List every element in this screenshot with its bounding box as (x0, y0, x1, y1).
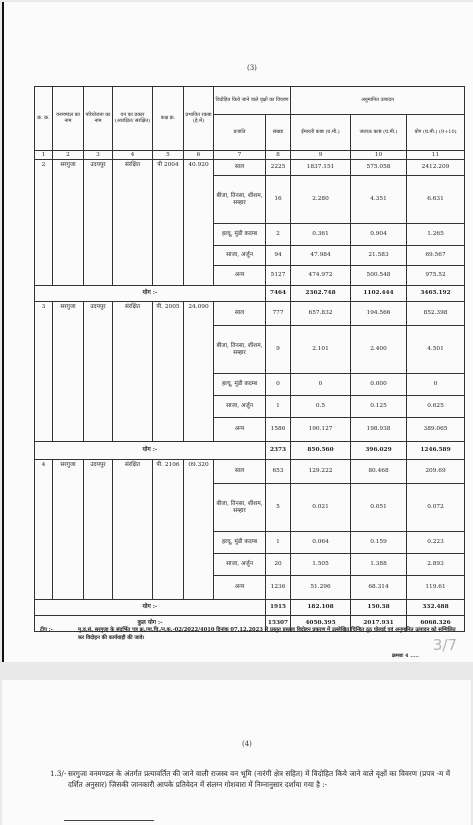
cell-count: 0 (266, 374, 291, 396)
cell-timber: 0 (291, 374, 351, 396)
grand-total-count: 15307 (266, 616, 291, 632)
cell-species: हल्दू, मुंडी कदम्ब (214, 532, 266, 554)
cell-species: अन्य (214, 576, 266, 600)
cell-compartment: पी 2004 (153, 160, 184, 286)
header-trees-group: विदोहित किये जाने वाले वृक्षों का विवरण (214, 87, 291, 115)
cell-timber: 1.505 (291, 554, 351, 576)
cell-species: हल्दू, मुंडी कदम्ब (214, 374, 266, 396)
header-row-1 (35, 87, 465, 115)
cell-total: 0.072 (407, 484, 465, 532)
cell-forest-type: संरक्षित (113, 460, 153, 600)
cell-area: 24.090 (184, 302, 214, 442)
cell-species: अन्य (214, 266, 266, 286)
column-number: 2 (53, 151, 84, 160)
grand-total-label: कुल योग :- (35, 616, 266, 632)
column-number: 1 (35, 151, 53, 160)
cell-species: बीजा, तिनसा, शीशम, सम्हार (214, 176, 266, 224)
column-number: 4 (113, 151, 153, 160)
cell-sn: 3 (35, 302, 53, 442)
cell-species: साल (214, 160, 266, 176)
cell-species: अन्य (214, 418, 266, 442)
table-row (35, 460, 465, 484)
cell-total: 119.61 (407, 576, 465, 600)
column-number: 8 (266, 151, 291, 160)
page-indicator-bottom: 3/7 (432, 636, 457, 654)
cell-total: 4.501 (407, 326, 465, 374)
signature-underline (64, 820, 154, 821)
cell-count: 1 (266, 396, 291, 418)
cell-timber: 474.972 (291, 266, 351, 286)
cell-timber: 47.984 (291, 246, 351, 266)
column-number: 7 (214, 151, 266, 160)
cell-circle: सरगुजा (53, 302, 84, 442)
subtotal-count: 7464 (266, 286, 291, 302)
cell-species: साजा, अर्जुन (214, 246, 266, 266)
subtotal-timber: 850.560 (291, 442, 351, 460)
cell-timber: 129.222 (291, 460, 351, 484)
column-number-row (35, 151, 465, 160)
header-sn: क्र. क्र. (35, 87, 53, 151)
cell-timber: 0.5 (291, 396, 351, 418)
cell-count: 2225 (266, 160, 291, 176)
cell-count: 9 (266, 326, 291, 374)
cell-fuelwood: 0.904 (351, 224, 407, 246)
cell-forest-type: संरक्षित (113, 160, 153, 286)
cell-fuelwood: 1.388 (351, 554, 407, 576)
header-project: परियोजना का नाम (84, 87, 113, 151)
paragraph-1-3 (50, 768, 450, 790)
cell-fuelwood: 80.468 (351, 460, 407, 484)
header-estimated-group: अनुमानित उत्पादन (291, 87, 465, 115)
cell-compartment: पी. 2005 (153, 302, 184, 442)
cell-fuelwood: 0.125 (351, 396, 407, 418)
header-timber: ईमारती काष्ठ (घ.मी.) (291, 115, 351, 151)
header-fuelwood: जलाऊ काष्ठ (घ.मी.) (351, 115, 407, 151)
cell-total: 389.065 (407, 418, 465, 442)
subtotal-fuelwood: 150.38 (351, 600, 407, 616)
header-area: प्रभावित रकबा (हे.में) (184, 87, 214, 151)
cell-species: बीजा, तिनसा, शीशम, सम्हार (214, 326, 266, 374)
cell-count: 94 (266, 246, 291, 266)
subtotal-label: योग :- (35, 442, 266, 460)
subtotal-row (35, 600, 465, 616)
cell-species: बीजा, तिनसा, शीशम, सम्हार (214, 484, 266, 532)
cell-total: 2412.209 (407, 160, 465, 176)
header-compartment: कक्ष क्र. (153, 87, 184, 151)
cell-total: 1.265 (407, 224, 465, 246)
cell-circle: सरगुजा (53, 160, 84, 286)
cell-timber: 657.832 (291, 302, 351, 326)
column-number: 9 (291, 151, 351, 160)
cell-fuelwood: 198.938 (351, 418, 407, 442)
continued-marker: क्रमशः 4 ..... (392, 653, 419, 659)
cell-total: 0.223 (407, 532, 465, 554)
cell-project: उदयपुर (84, 302, 113, 442)
cell-count: 5127 (266, 266, 291, 286)
column-number: 6 (184, 151, 214, 160)
cell-fuelwood: 4.351 (351, 176, 407, 224)
cell-fuelwood: 68.314 (351, 576, 407, 600)
cell-fuelwood: 0.051 (351, 484, 407, 532)
subtotal-timber: 182.108 (291, 600, 351, 616)
cell-species: साजा, अर्जुन (214, 396, 266, 418)
subtotal-row (35, 442, 465, 460)
cell-count: 1586 (266, 418, 291, 442)
cell-timber: 190.127 (291, 418, 351, 442)
cell-total: 852.398 (407, 302, 465, 326)
cell-count: 20 (266, 554, 291, 576)
note-label: टीप :- (40, 627, 53, 633)
subtotal-label: योग :- (35, 600, 266, 616)
subtotal-total: 1246.589 (407, 442, 465, 460)
subtotal-row (35, 286, 465, 302)
table-row (35, 302, 465, 326)
cell-timber: 0.361 (291, 224, 351, 246)
cell-total: 0 (407, 374, 465, 396)
page-number: (3) (247, 64, 257, 72)
cell-fuelwood: 194.566 (351, 302, 407, 326)
subtotal-label: योग :- (35, 286, 266, 302)
header-species: प्रजाति (214, 115, 266, 151)
header-circle: वनमण्डल का नाम (53, 87, 84, 151)
cell-fuelwood: 0.000 (351, 374, 407, 396)
cell-total: 209.69 (407, 460, 465, 484)
cell-project: उदयपुर (84, 460, 113, 600)
column-number: 3 (84, 151, 113, 160)
cell-circle: सरगुजा (53, 460, 84, 600)
felling-table (34, 86, 465, 632)
cell-count: 5 (266, 484, 291, 532)
page-number-2: (4) (242, 740, 252, 748)
cell-timber: 2.280 (291, 176, 351, 224)
table-row (35, 160, 465, 176)
cell-species: साल (214, 460, 266, 484)
subtotal-total: 3465.192 (407, 286, 465, 302)
note-text: मु.व.सं. सरगुजा के संदर्भित पत्र क्र./मा.चि./न.क.-02/2022/4010 दिनांक 07.12.2023 से प्रस्तुत प्रस्ताव विदोहन प्रकरण में उल्लेखित चिन्हित ठूठ घोलाई एवं अनुमानित उत्पादन को सम्मिलित कर विदोहन की कार्यवाही की जावे। (78, 627, 456, 642)
subtotal-fuelwood: 1102.444 (351, 286, 407, 302)
cell-forest-type: संरक्षित (113, 302, 153, 442)
header-total: योग (घ.मी.) (9+10) (407, 115, 465, 151)
footnote (40, 626, 460, 643)
subtotal-total: 332.488 (407, 600, 465, 616)
cell-fuelwood: 2.400 (351, 326, 407, 374)
cell-timber: 51.296 (291, 576, 351, 600)
cell-sn: 4 (35, 460, 53, 600)
cell-area: 09.320 (184, 460, 214, 600)
cell-count: 16 (266, 176, 291, 224)
cell-timber: 2.101 (291, 326, 351, 374)
cell-timber: 1837.151 (291, 160, 351, 176)
grand-total-total: 6068.326 (407, 616, 465, 632)
cell-project: उदयपुर (84, 160, 113, 286)
header-count: संख्या (266, 115, 291, 151)
column-number: 11 (407, 151, 465, 160)
paragraph-text: सरगुजा वनमण्डल के अंतर्गत प्रत्यावर्तित की जाने वाली राजस्व वन भूमि (नारंगी क्षेत्र सहित) में विदोहित किये जाने वाले वृक्षों का विवरण (प्रपत्र -म में दर्शित अनुसार) जिसकी जानकारी आपके प्रतिवेदन में संलग्न गोशवारा में निम्नानुसार दर्शाया गया है :- (68, 769, 450, 790)
subtotal-count: 1915 (266, 600, 291, 616)
header-forest-type: वन का प्रकार (आरक्षित/ संरक्षित) (113, 87, 153, 151)
document-page-3 (2, 2, 473, 662)
subtotal-timber: 2362.748 (291, 286, 351, 302)
cell-total: 69.567 (407, 246, 465, 266)
cell-count: 653 (266, 460, 291, 484)
cell-area: 40.920 (184, 160, 214, 286)
cell-count: 777 (266, 302, 291, 326)
cell-total: 0.625 (407, 396, 465, 418)
cell-compartment: पी. 2106 (153, 460, 184, 600)
cell-count: 2 (266, 224, 291, 246)
cell-timber: 0.064 (291, 532, 351, 554)
cell-fuelwood: 21.583 (351, 246, 407, 266)
cell-species: साजा, अर्जुन (214, 554, 266, 576)
grand-total-fuelwood: 2017.931 (351, 616, 407, 632)
cell-count: 1236 (266, 576, 291, 600)
subtotal-count: 2373 (266, 442, 291, 460)
grand-total-timber: 4050.395 (291, 616, 351, 632)
cell-total: 2.893 (407, 554, 465, 576)
cell-count: 1 (266, 532, 291, 554)
paragraph-number: 1.3/- (50, 769, 67, 778)
cell-species: हल्दू, मुंडी कदम्ब (214, 224, 266, 246)
cell-total: 975.52 (407, 266, 465, 286)
cell-fuelwood: 500.548 (351, 266, 407, 286)
cell-sn: 2 (35, 160, 53, 286)
column-number: 5 (153, 151, 184, 160)
cell-total: 6.631 (407, 176, 465, 224)
cell-species: साल (214, 302, 266, 326)
column-number: 10 (351, 151, 407, 160)
subtotal-fuelwood: 396.029 (351, 442, 407, 460)
cell-fuelwood: 0.159 (351, 532, 407, 554)
cell-timber: 0.021 (291, 484, 351, 532)
document-page-4 (2, 680, 471, 825)
cell-fuelwood: 575.058 (351, 160, 407, 176)
